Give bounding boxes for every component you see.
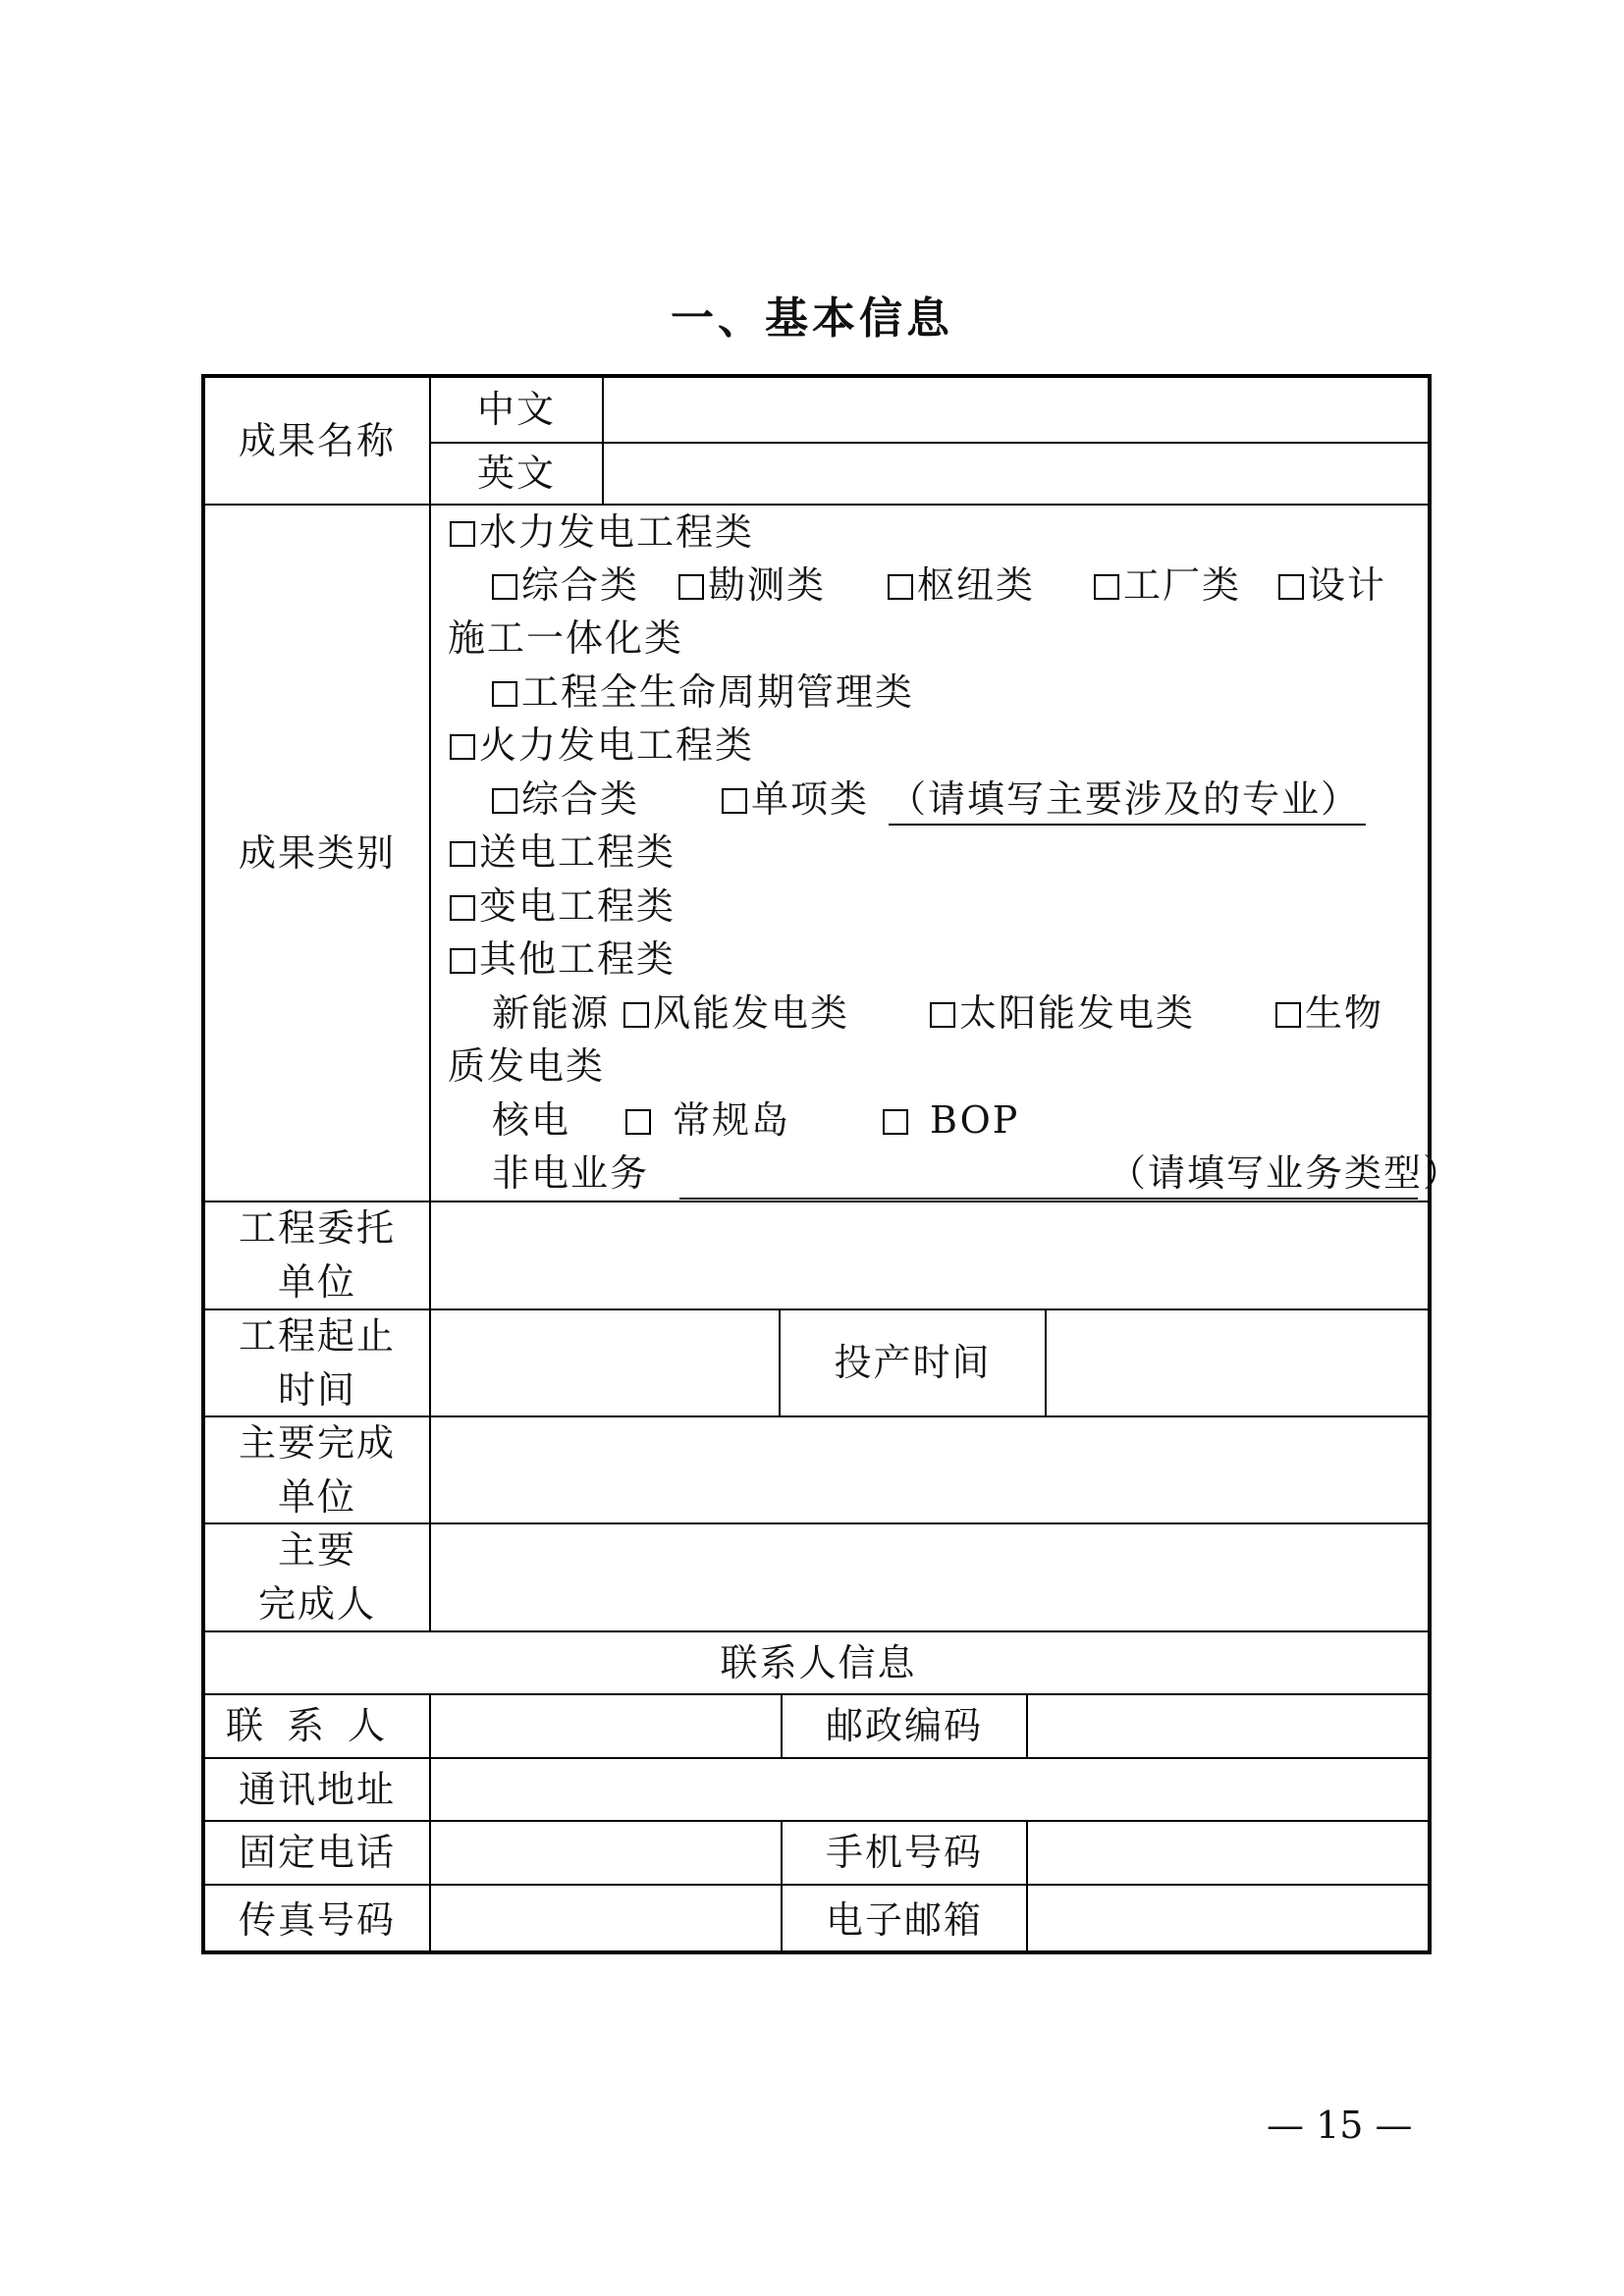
main-unit-label: 主要完成 单位 xyxy=(238,1420,396,1519)
checkbox[interactable] xyxy=(450,734,475,760)
english-name-field[interactable] xyxy=(604,444,1432,504)
checkbox[interactable] xyxy=(625,1109,651,1135)
main-persons-label: 主要 完成人 xyxy=(257,1528,376,1626)
conventional-island-option[interactable]: 常规岛 xyxy=(625,1094,790,1148)
checkbox[interactable] xyxy=(930,1002,955,1028)
name-label: 成果名称 xyxy=(238,418,396,462)
period-label: 工程起止 时间 xyxy=(238,1313,396,1412)
postcode-label: 邮政编码 xyxy=(825,1704,983,1747)
category-options xyxy=(431,506,1463,1201)
hydro-option[interactable]: 水力发电工程类 xyxy=(450,506,754,560)
checkbox[interactable] xyxy=(1278,574,1304,600)
phone-field[interactable] xyxy=(431,1822,781,1884)
contact-info-header: 联系人信息 xyxy=(720,1640,917,1684)
solar-option[interactable]: 太阳能发电类 xyxy=(930,987,1195,1041)
contact-person-field[interactable] xyxy=(431,1695,781,1757)
email-label: 电子邮箱 xyxy=(825,1897,983,1942)
thermal-single-underline xyxy=(889,824,1366,826)
client-field[interactable] xyxy=(431,1202,1432,1308)
checkbox[interactable] xyxy=(623,1002,649,1028)
hydro-factory-option[interactable]: 工厂类 xyxy=(1094,559,1241,613)
client-label: 工程委托 单位 xyxy=(238,1206,396,1304)
email-field[interactable] xyxy=(1028,1886,1432,1954)
thermal-single-option[interactable]: 单项类 xyxy=(722,773,869,827)
main-unit-field[interactable] xyxy=(431,1417,1432,1522)
nuclear-label: 核电 xyxy=(492,1098,571,1142)
transmission-option[interactable]: 送电工程类 xyxy=(450,826,676,880)
checkbox[interactable] xyxy=(888,574,913,600)
checkbox[interactable] xyxy=(450,521,475,547)
thermal-comprehensive-option[interactable]: 综合类 xyxy=(492,773,639,827)
main-persons-field[interactable] xyxy=(431,1524,1432,1630)
basic-info-table xyxy=(201,374,1463,1954)
non-power-label: 非电业务 xyxy=(492,1151,650,1195)
mobile-field[interactable] xyxy=(1028,1822,1432,1884)
thermal-option[interactable]: 火力发电工程类 xyxy=(450,719,754,773)
address-label: 通讯地址 xyxy=(238,1767,396,1811)
address-field[interactable] xyxy=(431,1759,1432,1820)
hydro-hub-option[interactable]: 枢纽类 xyxy=(888,559,1035,613)
hydro-design-option[interactable]: 设计 xyxy=(1278,559,1386,613)
phone-label: 固定电话 xyxy=(238,1831,396,1874)
thermal-single-note: （请填写主要涉及的专业） xyxy=(889,777,1361,821)
checkbox[interactable] xyxy=(492,788,517,814)
lifecycle-option[interactable]: 工程全生命周期管理类 xyxy=(492,666,914,720)
wind-option[interactable]: 风能发电类 xyxy=(623,987,849,1041)
chinese-label: 中文 xyxy=(476,388,556,431)
checkbox[interactable] xyxy=(450,948,475,974)
period-field[interactable] xyxy=(431,1310,779,1415)
mobile-label: 手机号码 xyxy=(825,1831,983,1874)
checkbox[interactable] xyxy=(722,788,747,814)
checkbox[interactable] xyxy=(492,574,517,600)
other-option[interactable]: 其他工程类 xyxy=(450,933,676,987)
new-energy-label: 新能源 xyxy=(492,991,611,1035)
bio-wrap: 质发电类 xyxy=(448,1044,606,1088)
production-time-label: 投产时间 xyxy=(834,1341,992,1384)
chinese-name-field[interactable] xyxy=(604,378,1432,442)
hydro-comprehensive-option[interactable]: 综合类 xyxy=(492,559,639,613)
fax-field[interactable] xyxy=(431,1886,781,1954)
fax-label: 传真号码 xyxy=(238,1897,396,1942)
hydro-design-wrap: 施工一体化类 xyxy=(448,616,684,660)
category-label: 成果类别 xyxy=(238,830,396,875)
hydro-survey-option[interactable]: 勘测类 xyxy=(678,559,826,613)
checkbox[interactable] xyxy=(678,574,704,600)
non-power-note: （请填写业务类型） xyxy=(1109,1151,1463,1195)
page-title: 一、基本信息 xyxy=(671,294,953,344)
bop-option[interactable]: BOP xyxy=(883,1094,1019,1148)
checkbox[interactable] xyxy=(1275,1002,1301,1028)
checkbox[interactable] xyxy=(1094,574,1119,600)
checkbox[interactable] xyxy=(492,681,517,707)
contact-person-label: 联系人 xyxy=(225,1704,408,1747)
bio-option[interactable]: 生物 xyxy=(1275,987,1383,1041)
substation-option[interactable]: 变电工程类 xyxy=(450,880,676,934)
checkbox[interactable] xyxy=(450,895,475,921)
checkbox[interactable] xyxy=(883,1109,908,1135)
english-label: 英文 xyxy=(476,452,556,495)
checkbox[interactable] xyxy=(450,841,475,867)
production-time-field[interactable] xyxy=(1047,1310,1432,1415)
page-number: — 15 — xyxy=(1267,2104,1413,2147)
postcode-field[interactable] xyxy=(1028,1695,1432,1757)
